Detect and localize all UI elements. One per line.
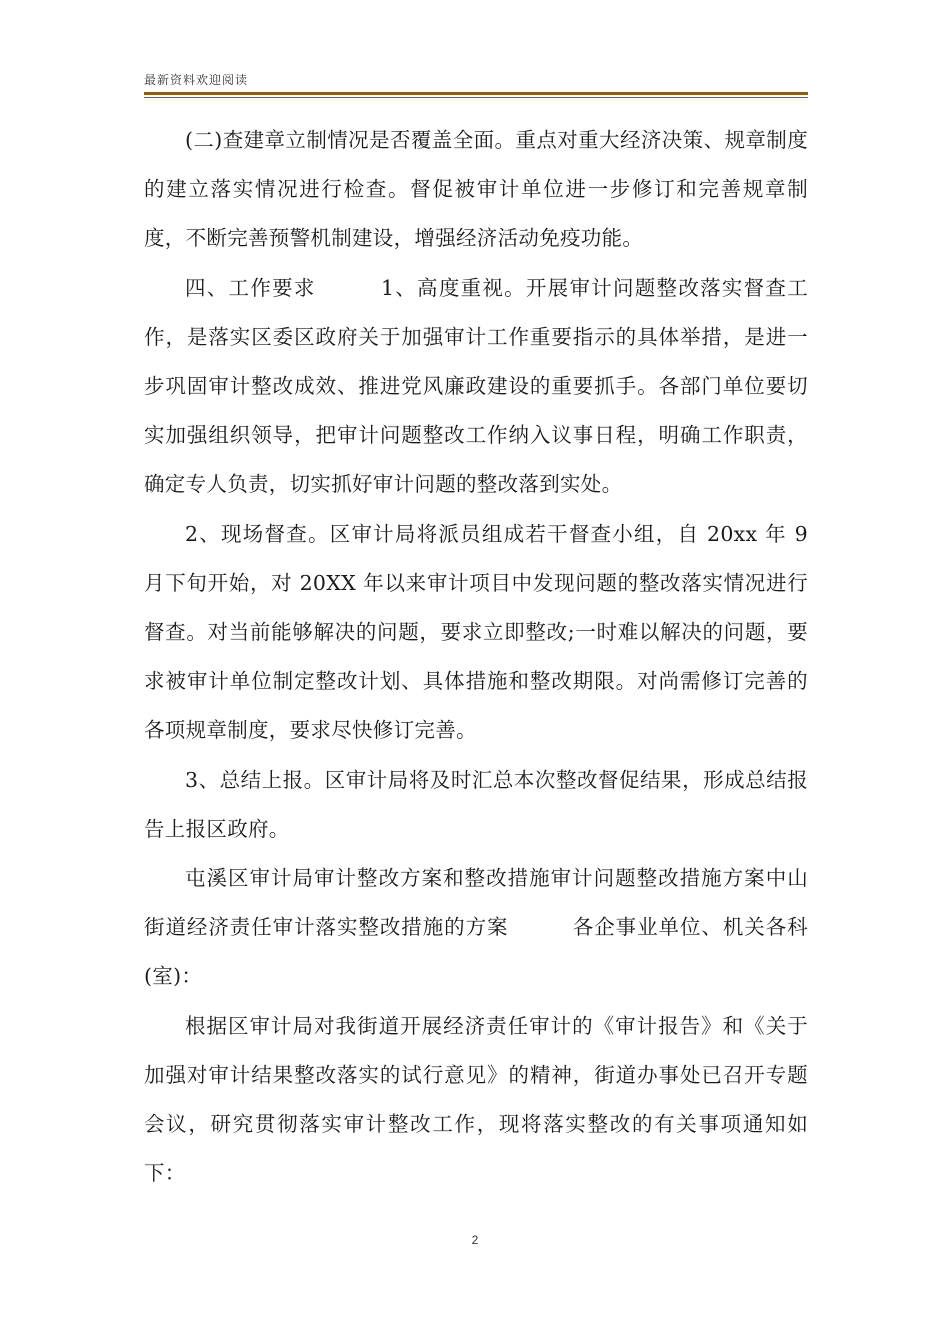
page-number: 2: [471, 1233, 479, 1247]
document-body: [144, 116, 815, 1198]
paragraph-notice-intro: 根据区审计局对我街道开展经济责任审计的《审计报告》和《关于加强对审计结果整改落实的试行意见》的精神，街道办事处已召开专题会议，研究贯彻落实审计整改工作，现将落实整改的有关事项通知如下：: [144, 1013, 808, 1186]
page-header: [144, 72, 808, 98]
paragraph-review-rules: (二)查建章立制情况是否覆盖全面。重点对重大经济决策、规章制度的建立落实情况进行检查。督促被审计单位进一步修订和完善规章制度，不断完善预警机制建设，增强经济活动免疫功能。: [144, 128, 808, 251]
header-rule-thin: [144, 97, 808, 98]
paragraph-summary-report: 3、总结上报。区审计局将及时汇总本次整改督促结果，形成总结报告上报区政府。: [144, 767, 808, 841]
paragraph-work-requirements: 四、工作要求 1、高度重视。开展审计问题整改落实督查工作，是落实区委区政府关于加强审计工作重要指示的具体举措，是进一步巩固审计整改成效、推进党风廉政建设的重要抓手。各部门单位要切实加强组织领导，把审计问题整改工作纳入议事日程，明确工作职责，确定专人负责，切实抓好审计问题的整改落到实处。: [144, 275, 808, 497]
header-text: 最新资料欢迎阅读: [144, 73, 249, 87]
paragraph-plan-title: 屯溪区审计局审计整改方案和整改措施审计问题整改措施方案中山街道经济责任审计落实整改措施的方案 各企事业单位、机关各科(室)：: [144, 866, 808, 989]
paragraph-onsite-inspection: 2、现场督查。区审计局将派员组成若干督查小组，自 20xx 年 9 月下旬开始，对 20XX 年以来审计项目中发现问题的整改落实情况进行督查。对当前能够解决的问题，要求立即整改;一时难以解决的问题，要求被审计单位制定整改计划、具体措施和整改期限。对尚需修订完善的各项规章制度，要求尽快修订完善。: [144, 521, 815, 743]
header-rule-thick: [144, 92, 808, 95]
